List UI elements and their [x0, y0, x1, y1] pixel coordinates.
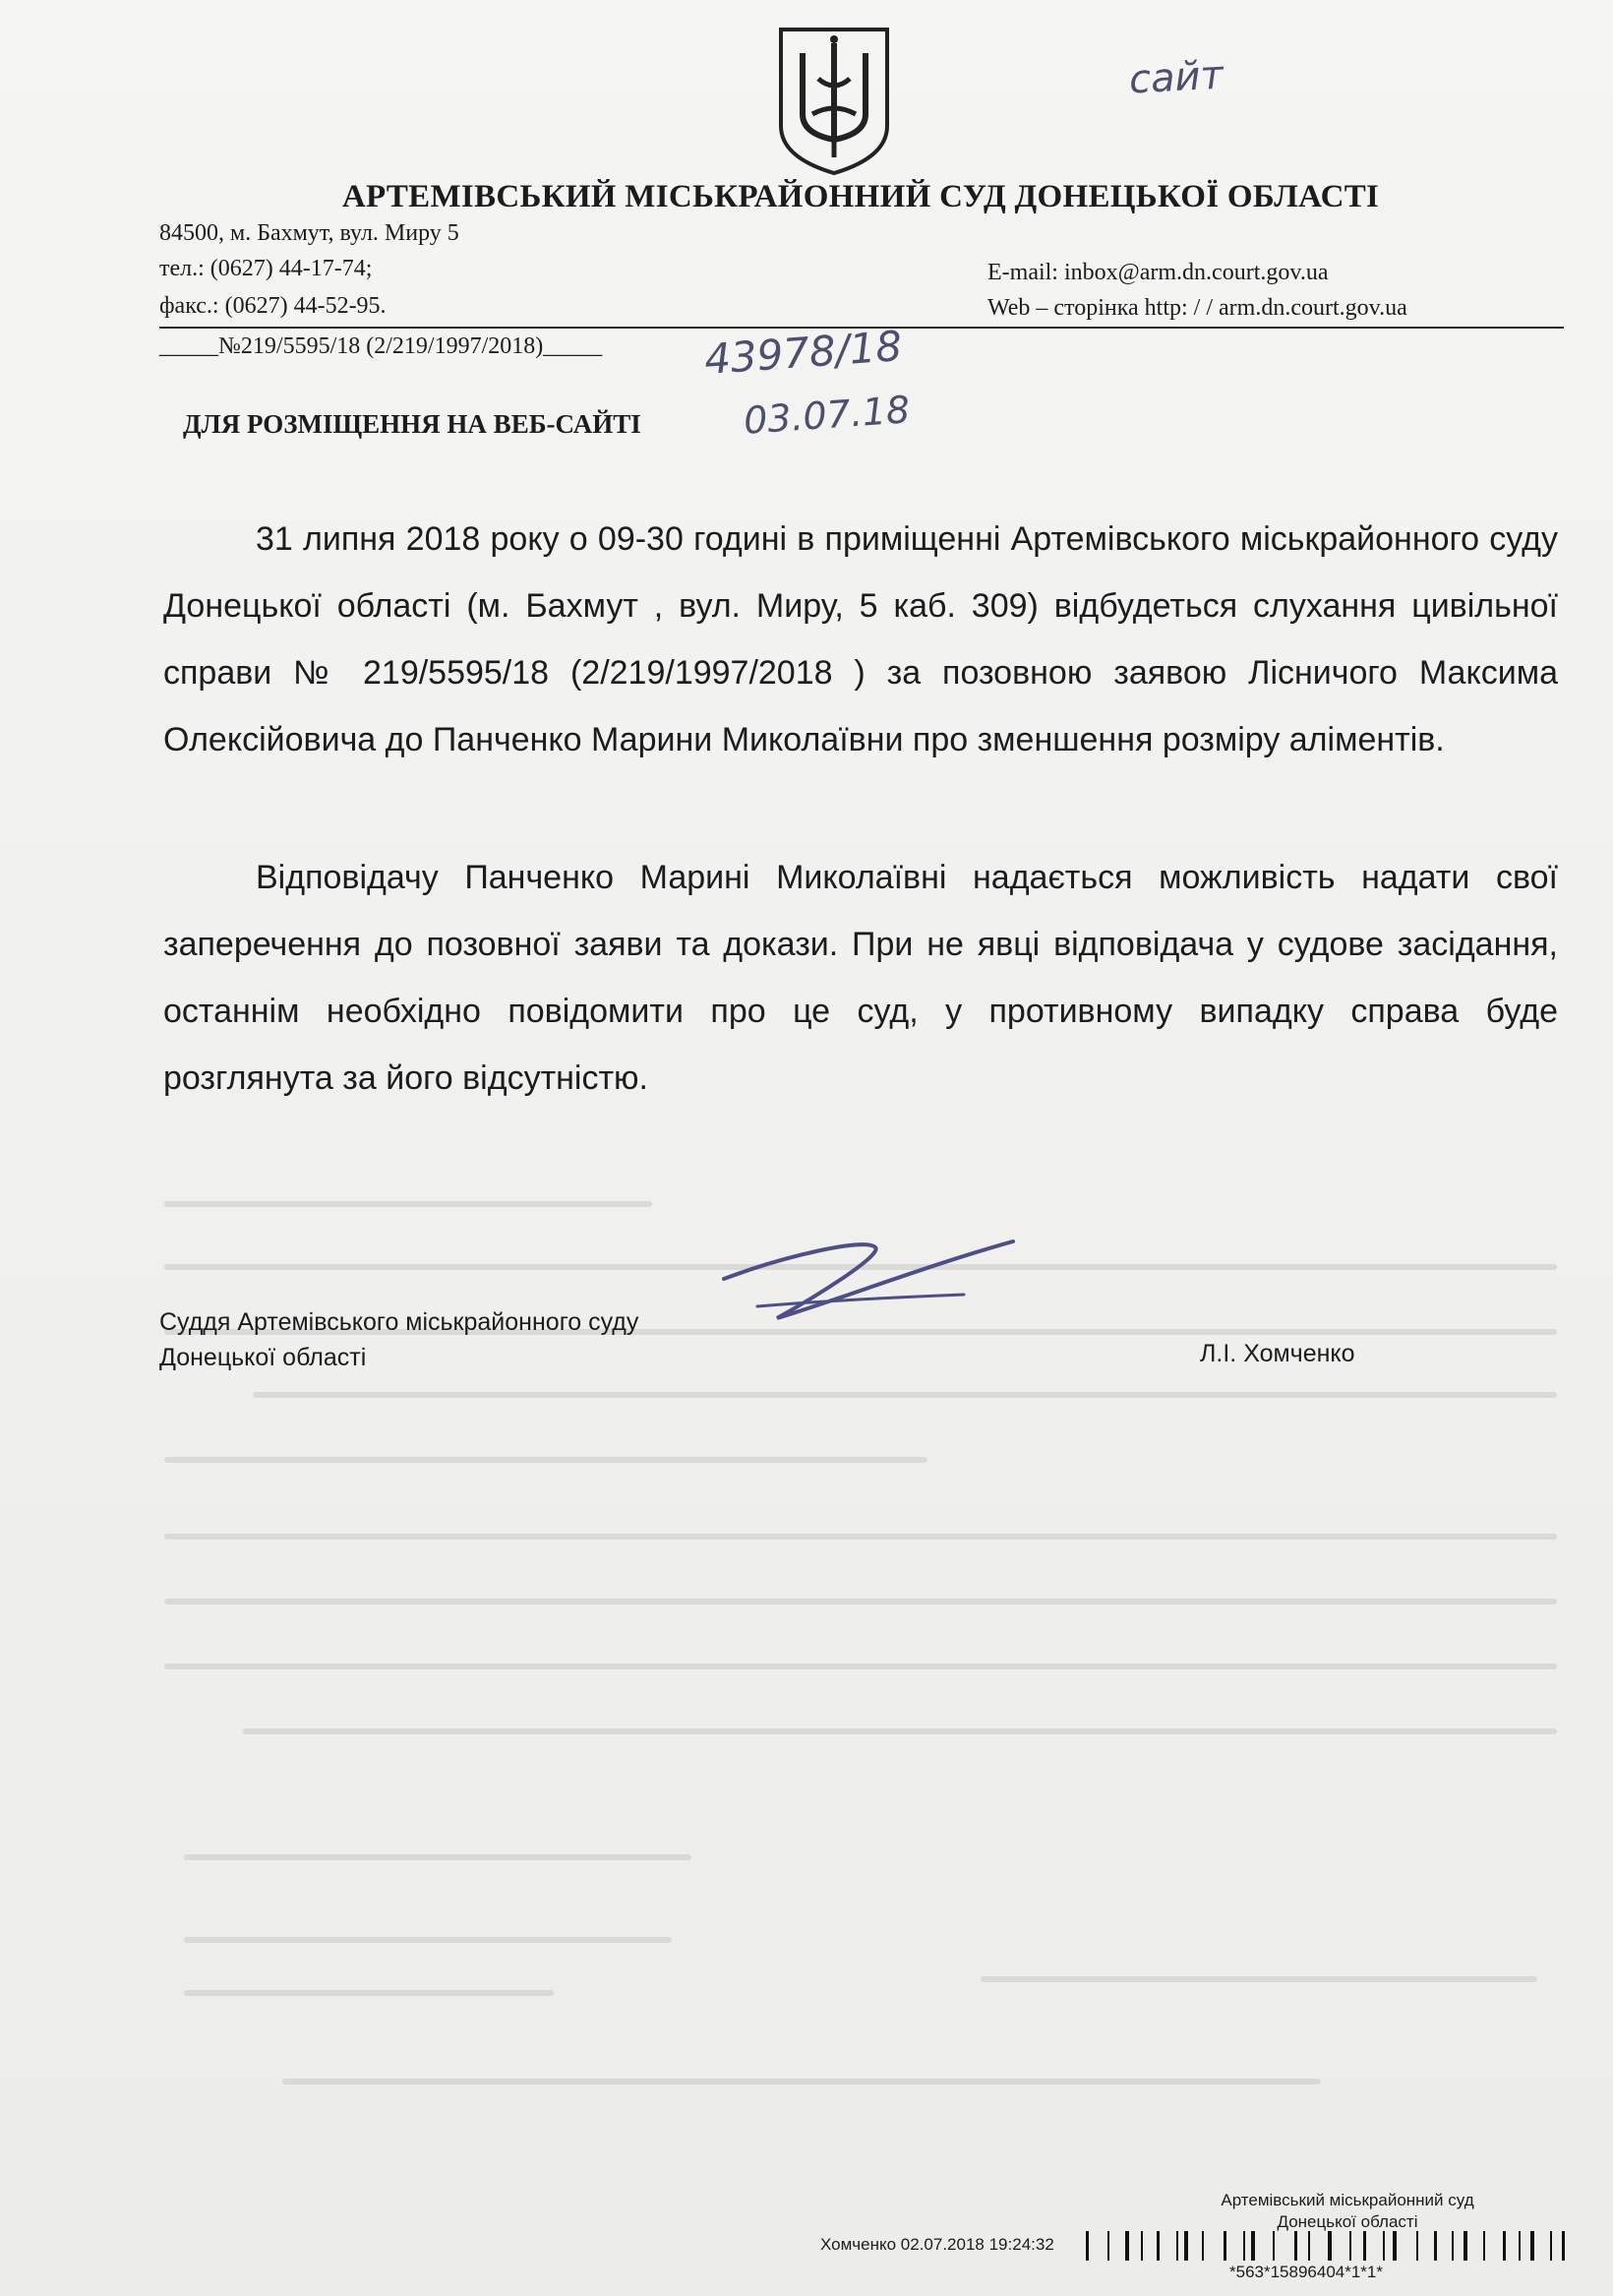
barcode-text: *563*15896404*1*1*	[1229, 2263, 1383, 2281]
court-name: АРТЕМІВСЬКИЙ МІСЬКРАЙОННИЙ СУД ДОНЕЦЬКОЇ ОБЛАСТІ	[341, 179, 1380, 214]
judge-name: Л.І. Хомченко	[1200, 1340, 1355, 1367]
stamp-signer-timestamp: Хомченко 02.07.2018 19:24:32	[820, 2235, 1054, 2254]
handwritten-registration-date: 03.07.18	[742, 388, 912, 443]
stamp-court-line-1: Артемівський міськрайонний суд	[1221, 2191, 1474, 2209]
judge-role-line-2: Донецької області	[159, 1344, 367, 1371]
judge-role	[159, 1304, 638, 1375]
barcode-icon	[1086, 2231, 1568, 2261]
judge-role-line-1: Суддя Артемівського міськрайонного суду	[159, 1308, 639, 1336]
court-address: 84500, м. Бахмут, вул. Миру 5	[159, 220, 459, 246]
electronic-stamp-court	[1111, 2190, 1583, 2233]
notice-heading: ДЛЯ РОЗМІЩЕННЯ НА ВЕБ-САЙТІ	[183, 409, 641, 439]
court-email: E-mail: inbox@arm.dn.court.gov.ua	[987, 260, 1329, 285]
court-fax: факс.: (0627) 44-52-95.	[159, 293, 387, 319]
coat-of-arms-icon	[773, 24, 895, 177]
notice-paragraph-defendant: Відповідачу Панченко Марині Миколаївні надається можливість надати свої заперечення до позовної заяви та докази. При не явці відповідача у судове засідання, останнім необхідно повідомити про це суд, у противному випадку справа буде розглянута за його відсутністю.	[163, 859, 1558, 1097]
notice-paragraph-hearing: 31 липня 2018 року о 09-30 годині в приміщенні Артемівського міськрайонного суду Донецької області (м. Бахмут , вул. Миру, 5 каб. 309) відбудеться слухання цивільної справи № 219/5595/18 (2/219/1997/2018 ) за позовною заявою Лісничого Максима Олексійовича до Панченко Марини Миколаївни про зменшення розміру аліментів.	[163, 520, 1558, 758]
handwritten-registration-number: 43978/18	[702, 322, 904, 384]
signature-icon	[718, 1216, 1033, 1324]
court-website: Web – сторінка http: / / arm.dn.court.gov.ua	[987, 295, 1407, 321]
case-number: _____№219/5595/18 (2/219/1997/2018)_____	[159, 333, 603, 359]
handwritten-corner-note: сайт	[1127, 52, 1225, 103]
stamp-court-line-2: Донецької області	[1277, 2212, 1418, 2231]
court-phone: тел.: (0627) 44-17-74;	[159, 256, 373, 281]
